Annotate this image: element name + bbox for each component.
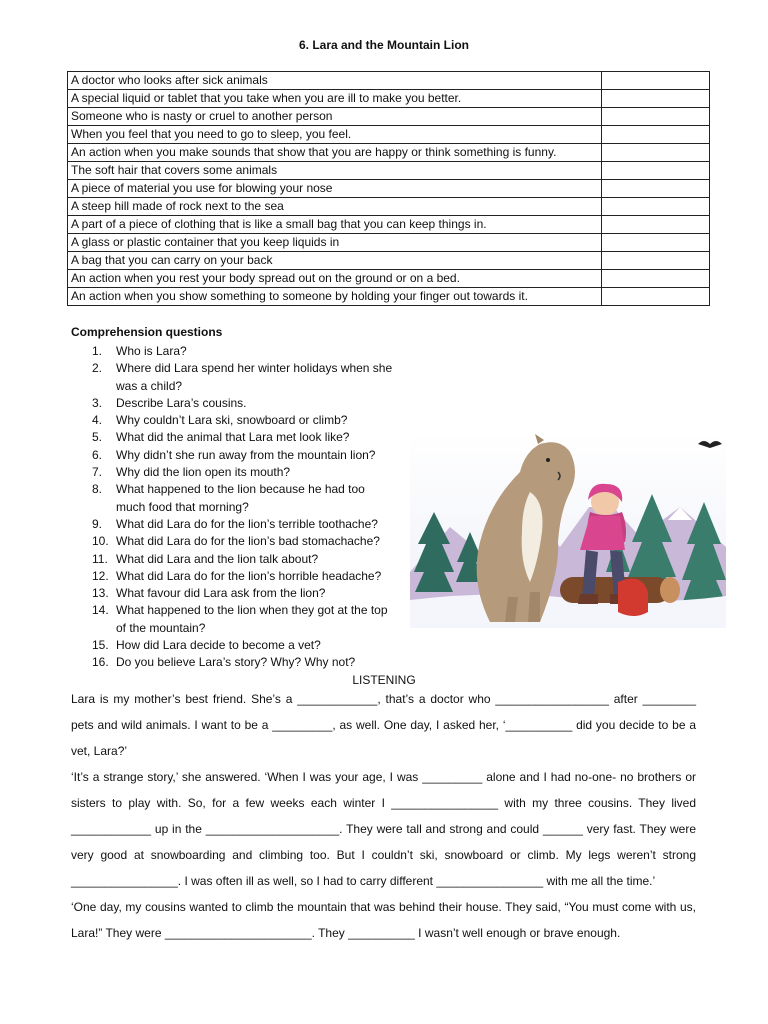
story-paragraph: ‘One day, my cousins wanted to climb the mountain that was behind their house. They said, “You must come with us, Lara!” They were ______________________. They __________ I wasn’t well enough or brave enough. <box>71 900 696 940</box>
table-row <box>68 216 710 234</box>
question-text: How did Lara decide to become a vet? <box>116 638 321 653</box>
question-number: 10. <box>92 534 109 549</box>
question-number: 15. <box>92 638 109 653</box>
listening-text <box>71 686 696 946</box>
question-number: 8. <box>92 482 103 497</box>
definition-cell: A glass or plastic container that you keep liquids in <box>68 234 602 252</box>
table-row <box>68 108 710 126</box>
story-paragraph: Lara is my mother’s best friend. She’s a ____________, that’s a doctor who _________________ after ________ pets and wild animals. I want to be a _________, as well. One day, I asked her, ‘__________ did you decide to be a vet, Lara?’ <box>71 692 696 758</box>
table-row <box>68 90 710 108</box>
question-number: 3. <box>92 395 103 410</box>
page-title: 6. Lara and the Mountain Lion <box>298 38 469 52</box>
table-row <box>68 72 710 90</box>
answer-cell[interactable] <box>602 234 710 252</box>
question-number: 13. <box>92 586 109 601</box>
question-text: Why did the lion open its mouth? <box>116 465 291 480</box>
question-text: Who is Lara? <box>116 344 187 358</box>
story-paragraph: ‘It’s a strange story,’ she answered. ‘When I was your age, I was _________ alone and I had no-one- no brothers or sisters to play with. So, for a few weeks each winter I ________________ with my three cousins. They lived ____________ up in the ____________________. They were tall and strong and could ______ very fast. They were very good at snowboarding and climbing too. But I couldn’t ski, snowboard or climb. My legs weren’t strong ________________. I was often ill as well, so I had to carry different ________________ with me all the time.’ <box>71 770 696 888</box>
question-text: Describe Lara’s cousins. <box>116 395 247 410</box>
list-item <box>72 533 412 550</box>
question-number: 1. <box>92 344 103 358</box>
question-number: 5. <box>92 430 103 445</box>
question-text: What happened to the lion when they got at the top of the mountain? <box>116 603 388 635</box>
definition-cell: A doctor who looks after sick animals <box>68 72 602 90</box>
list-item <box>72 464 412 481</box>
table-row <box>68 270 710 288</box>
table-row <box>68 198 710 216</box>
definition-cell: An action when you make sounds that show that you are happy or think something is funny. <box>68 144 602 162</box>
question-text: Where did Lara spend her winter holidays when she was a child? <box>116 361 393 393</box>
list-item <box>72 481 412 516</box>
question-text: What did the animal that Lara met look like? <box>116 430 350 445</box>
question-number: 9. <box>92 516 103 531</box>
answer-cell[interactable] <box>602 90 710 108</box>
answer-cell[interactable] <box>602 144 710 162</box>
answer-cell[interactable] <box>602 288 710 306</box>
definition-cell: An action when you rest your body spread out on the ground or on a bed. <box>68 270 602 288</box>
question-text: What favour did Lara ask from the lion? <box>116 586 326 601</box>
table-row <box>68 180 710 198</box>
answer-cell[interactable] <box>602 180 710 198</box>
list-item <box>72 516 412 533</box>
answer-cell[interactable] <box>602 252 710 270</box>
table-row <box>68 288 710 306</box>
table-row <box>68 234 710 252</box>
question-text: Why didn’t she run away from the mountain lion? <box>116 447 376 462</box>
list-item <box>72 585 412 602</box>
question-number: 12. <box>92 568 109 583</box>
table-row <box>68 144 710 162</box>
list-item <box>72 412 412 429</box>
list-item <box>72 343 412 360</box>
answer-cell[interactable] <box>602 72 710 90</box>
answer-cell[interactable] <box>602 108 710 126</box>
definition-cell: A bag that you can carry on your back <box>68 252 602 270</box>
definition-cell: An action when you show something to someone by holding your finger out towards it. <box>68 288 602 306</box>
definition-cell: A piece of material you use for blowing your nose <box>68 180 602 198</box>
listening-heading: LISTENING <box>352 673 416 687</box>
list-item <box>72 637 412 654</box>
question-number: 6. <box>92 447 103 462</box>
lara-and-mountain-lion-illustration <box>410 432 726 628</box>
definition-cell: When you feel that you need to go to sleep, you feel. <box>68 126 602 144</box>
list-item <box>72 551 412 568</box>
question-number: 2. <box>92 361 103 376</box>
table-row <box>68 162 710 180</box>
list-item <box>72 429 412 446</box>
definition-cell: A steep hill made of rock next to the sea <box>68 198 602 216</box>
table-row <box>68 126 710 144</box>
answer-cell[interactable] <box>602 270 710 288</box>
definition-cell: Someone who is nasty or cruel to another person <box>68 108 602 126</box>
question-text: What did Lara do for the lion’s terrible toothache? <box>116 516 378 531</box>
question-text: Why couldn’t Lara ski, snowboard or climb? <box>116 413 348 428</box>
question-text: What did Lara do for the lion’s bad stomachache? <box>116 534 380 549</box>
question-text: What happened to the lion because he had too much food that morning? <box>116 482 365 514</box>
comprehension-questions-list <box>72 343 412 672</box>
answer-cell[interactable] <box>602 216 710 234</box>
question-number: 4. <box>92 413 103 428</box>
list-item <box>72 654 412 671</box>
question-number: 16. <box>92 655 109 670</box>
definition-cell: A special liquid or tablet that you take when you are ill to make you better. <box>68 90 602 108</box>
vocabulary-table <box>67 71 710 306</box>
answer-cell[interactable] <box>602 162 710 180</box>
question-number: 7. <box>92 465 103 480</box>
answer-cell[interactable] <box>602 126 710 144</box>
list-item <box>72 447 412 464</box>
question-text: What did Lara and the lion talk about? <box>116 551 319 566</box>
definition-cell: The soft hair that covers some animals <box>68 162 602 180</box>
question-number: 11. <box>92 551 108 566</box>
list-item <box>72 360 412 395</box>
question-text: Do you believe Lara’s story? Why? Why not? <box>116 655 356 670</box>
list-item <box>72 568 412 585</box>
table-row <box>68 252 710 270</box>
answer-cell[interactable] <box>602 198 710 216</box>
list-item <box>72 395 412 412</box>
definition-cell: A part of a piece of clothing that is like a small bag that you can keep things in. <box>68 216 602 234</box>
comprehension-heading: Comprehension questions <box>71 325 223 339</box>
question-text: What did Lara do for the lion’s horrible headache? <box>116 568 382 583</box>
list-item <box>72 602 412 637</box>
question-number: 14. <box>92 603 109 618</box>
